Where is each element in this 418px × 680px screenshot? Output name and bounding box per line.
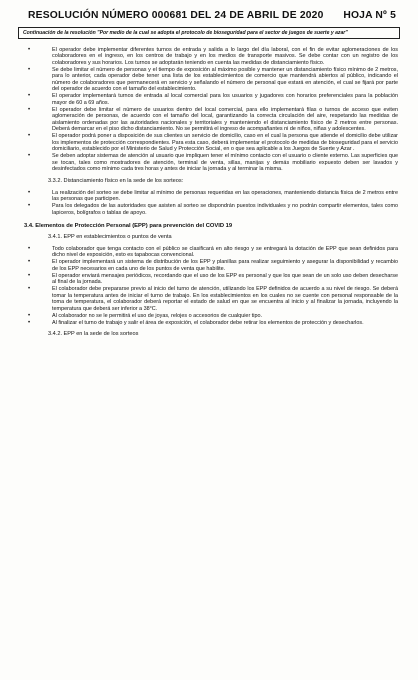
bullet-icon: • — [28, 106, 31, 113]
bullet-icon: • — [28, 47, 31, 53]
distancing-bullet-list — [18, 47, 400, 173]
bullet-icon: • — [28, 312, 31, 319]
bullet-icon: • — [28, 133, 31, 140]
list-item: • El operador debe implementar diferentes turnos de entrada y salida a lo largo del día laboral, con el fin de evitar aglomeraciones de los colaboradores en el ingreso, en los centros de trabajo y en los medios de transporte masivos. Se debe contar con un registro de los colaboradores y sus horarios. Los turnos se adoptarán teniendo en cuenta las medidas de distanciamiento físico. — [28, 47, 398, 66]
list-item: • Al colaborador no se le permitirá el uso de joyas, relojes o accesorios de cualquier tipo. — [28, 312, 263, 319]
list-item: • El operador implementará un sistema de distribución de los EPP y planillas para realizar seguimiento y asegurar la disponibilidad y recambio de los EPP necesarios en cada uno de los puntos de venta que habilite. — [28, 259, 398, 272]
list-item: • El operador implementará turnos de entrada al local comercial para los usuarios y jugadores con horarios preferenciales para la población mayor de 60 a 69 años. — [28, 93, 398, 106]
bullet-icon: • — [28, 245, 31, 252]
list-item: • Todo colaborador que tenga contacto con el público se clasificará en alto riesgo y se entregará la dotación de EPP que sean definidos para dicho nivel de exposición, esto es tapabocas convencional. — [28, 245, 398, 259]
bullet-icon: • — [28, 259, 31, 266]
bullet-icon: • — [28, 93, 31, 100]
subsection-heading-332: 3.3.2. Distanciamiento físico en la sede de los sorteos: — [48, 177, 184, 184]
subsection-heading-342: 3.4.2. EPP en la sede de los sorteos — [48, 331, 139, 338]
list-item: • La realización del sorteo se debe limitar al mínimo de personas requeridas en las operaciones, manteniendo distancia física de 2 metros entre las personas que participen. — [28, 189, 398, 203]
page-number: HOJA Nº 5 — [343, 10, 396, 21]
draw-distancing-list — [18, 190, 400, 216]
bullet-icon: • — [28, 286, 31, 293]
list-item: • Se debe limitar el número de personas y el tiempo de exposición al máximo posible y mantener un distanciamiento físico mínimo de 2 metros, para lo anterior, cada operador debe tener una lista de los establecimientos de comercio que mantendrá abiertos al público, indicando el número de colaboradores que permanecerá en servicio y señalando el número de personal que estará en atención, el cual se fijará por parte del operador de acuerdo con el tamaño del establecimiento. — [28, 66, 398, 93]
section-heading-34: 3.4. Elementos de Protección Personal (EPP) para prevención del COVID 19 — [24, 222, 233, 229]
continuation-note: Continuación de la resolución "Por medio de la cual se adopta el protocolo de bioseguridad para el sector de juegos de suerte y azar" — [18, 27, 400, 39]
list-item: • Al finalizar el turno de trabajo y salir el área de exposición, el colaborador debe retirar los elementos de protección y desecharlos. — [28, 319, 364, 326]
list-item: • Se deben adoptar sistemas de atención al usuario que impliquen tener el mínimo contacto con el usuario o cliente externo. Las superficies que se tocan, tales como mostradores de atención, terminal de venta, sillas, manijas y demás mobiliario expuesto deben ser lavados y desinfectados como mínimo cada tres horas y antes de iniciar la jornada y al terminar la misma. — [28, 153, 398, 173]
bullet-icon: • — [28, 319, 31, 326]
bullet-icon: • — [28, 66, 31, 73]
list-item: • El operador podrá poner a disposición de sus clientes un servicio de domicilio, caso en el cual la persona que atiende el domicilio debe utilizar los implementos de protección correspondientes. Para esta caso, deberá implementar el protocolo de medidas de bioseguridad para el servicio domiciliario, establecido por el Ministerio de Salud y Protección Social, en o que sea aplicable a los Juegos de Suerte y Azar . — [28, 133, 398, 153]
bullet-icon: • — [28, 203, 31, 210]
epp-points-of-sale-list — [18, 246, 400, 326]
resolution-title: RESOLUCIÓN NÚMERO 000681 DEL 24 DE ABRIL DE 2020 — [28, 10, 324, 21]
list-item: • El operador debe limitar el número de usuarios dentro del local comercial, para ello implementará filas o turnos de acceso que eviten aglomeración de personas, de acuerdo con el tamaño del local, garantizando la correcta circulación del aire, respetando las medidas de aislamiento ordenadas por las autoridades nacionales y territoriales y manteniendo el distanciamiento físico de 2 metros entre personas. Deberá demarcar en el piso dicho distanciamiento. No se permitirá el ingreso de acompañantes ni de niños, niñas y adolescentes. — [28, 106, 398, 133]
list-item: • Para los delegados de las autoridades que asisten al sorteo se dispondrán puestos individuales y no podrán compartir elementos, tales como lapiceros, bolígrafos o tablas de apoyo. — [28, 203, 398, 216]
subsection-heading-341: 3.4.1. EPP en establecimientos o puntos de venta — [48, 233, 172, 240]
list-item: • El operador enviará mensajes periódicos, recordando que el uso de los EPP es personal y que los que sean de un solo uso deben desecharse al final de la jornada. — [28, 272, 398, 286]
list-item: • El colaborador debe prepararse previo al inicio del turno de atención, utilizando los EPP definidos de acuerdo a su nivel de riesgo. Se deberá tomar la temperatura antes de iniciar el turno de trabajo. En los establecimientos en los cuales no se cuente con personal responsable de la toma de temperatura, el colaborador deberá reportar el estado de salud en que se encuentra al inicio y al finalizar la jornada, incluyendo la temperatura que deberá ser inferior a 38°C. — [28, 286, 398, 312]
bullet-icon: • — [28, 189, 31, 196]
bullet-icon: • — [28, 153, 31, 160]
bullet-icon: • — [28, 272, 31, 279]
page-header — [18, 10, 400, 21]
